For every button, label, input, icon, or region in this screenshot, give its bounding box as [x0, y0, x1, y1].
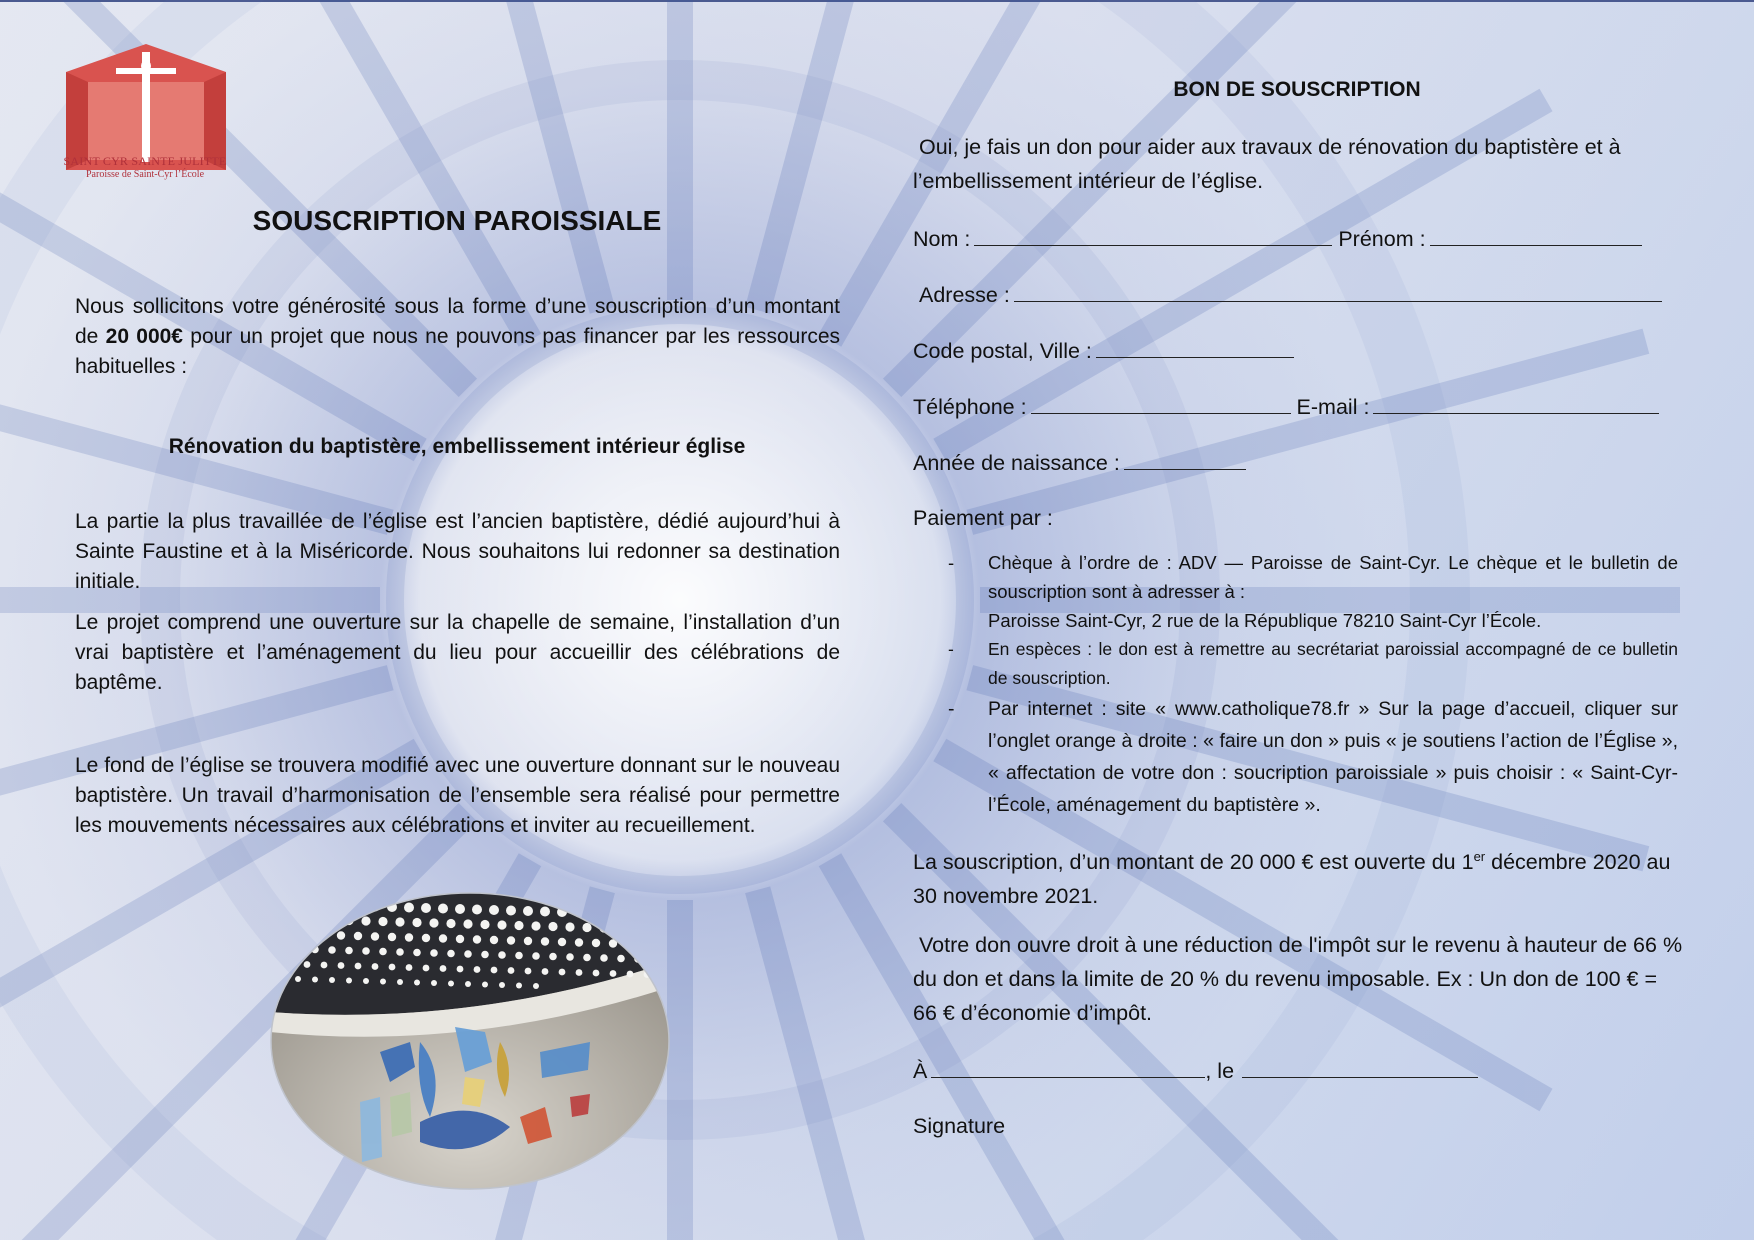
- telephone-field[interactable]: [1031, 391, 1291, 414]
- cp-row: [913, 335, 1294, 366]
- period-text-end: décembre 2020 au 30 novembre 2021.: [913, 850, 1671, 908]
- email-label: E-mail :: [1296, 395, 1370, 419]
- prenom-label: Prénom :: [1338, 227, 1426, 251]
- intro-text: Nous sollicitons votre générosité sous la forme d’une souscription d’un montant de: [75, 295, 840, 348]
- paiement-label: Paiement par :: [913, 506, 1053, 530]
- nom-row: [913, 223, 1642, 254]
- place-date-row: [913, 1055, 1478, 1086]
- paragraph-baptistery: La partie la plus travaillée de l’église est l’ancien baptistère, dédié aujourd’hui à Sainte Faustine et à la Miséricorde. Nous souhaitons lui redonner sa destination initiale.: [75, 510, 840, 593]
- list-item: [948, 548, 1678, 635]
- page-title: SOUSCRIPTION PAROISSIALE: [252, 205, 662, 236]
- especes-text: En espèces : le don est à remettre au secrétariat paroissial accompagné de ce bulletin de souscription.: [988, 639, 1678, 688]
- date-field[interactable]: [1242, 1055, 1478, 1078]
- intro-text-end: pour un projet que nous ne pouvons pas financer par les ressources habituelles :: [75, 325, 840, 378]
- adresse-row: [919, 279, 1662, 310]
- bullet-dash: -: [948, 552, 955, 573]
- payment-methods-list: [948, 548, 1678, 821]
- form-intro: Oui, je fais un don pour aider aux travaux de rénovation du baptistère et à l’embellissement intérieur de l’église.: [913, 135, 1621, 193]
- logo-subtitle: Paroisse de Saint-Cyr l’École: [85, 169, 205, 180]
- place-field[interactable]: [931, 1055, 1205, 1078]
- intro-amount: 20 000€: [105, 325, 183, 348]
- period-text: La souscription, d’un montant de 20 000 € est ouverte du 1: [913, 850, 1474, 874]
- baptistery-photo: [270, 892, 670, 1190]
- paragraph-project: Le projet comprend une ouverture sur la chapelle de semaine, l’installation d’un vrai baptistère et l’aménagement du lieu pour accueillir des célébrations de baptême.: [75, 611, 840, 694]
- cheque-text: Chèque à l’ordre de : ADV — Paroisse de Saint-Cyr. Le chèque et le bulletin de souscription sont à adresser à :: [988, 552, 1678, 602]
- cp-label: Code postal, Ville :: [913, 339, 1092, 363]
- naissance-label: Année de naissance :: [913, 451, 1120, 475]
- tax-paragraph: Votre don ouvre droit à une réduction de l'impôt sur le revenu à hauteur de 66 % du don et dans la limite de 20 % du revenu imposable. Ex : Un don de 100 € = 66 € d’économie d’impôt.: [913, 933, 1683, 1025]
- bullet-dash: -: [948, 639, 954, 659]
- list-item: [948, 693, 1678, 821]
- le-label: , le: [1205, 1059, 1235, 1083]
- prenom-field[interactable]: [1430, 223, 1642, 246]
- signature-label: Signature: [913, 1114, 1006, 1138]
- subscription-period: [913, 845, 1683, 913]
- naissance-row: [913, 447, 1246, 478]
- a-label: À: [913, 1059, 928, 1083]
- email-field[interactable]: [1373, 391, 1659, 414]
- form-title: BON DE SOUSCRIPTION: [1173, 78, 1421, 101]
- paragraph-church-back: Le fond de l’église se trouvera modifié avec une ouverture donnant sur le nouveau baptistère. Un travail d’harmonisation de l’ensemble sera réalisé pour permettre les mouvements nécessaires aux célébrations et inviter au recueillement.: [75, 754, 840, 837]
- bullet-dash: -: [948, 698, 955, 720]
- cp-ville-field[interactable]: [1096, 335, 1294, 358]
- period-superscript: er: [1473, 848, 1486, 864]
- nom-label: Nom :: [913, 227, 971, 251]
- project-title: Rénovation du baptistère, embellissement intérieur église: [168, 435, 746, 458]
- nom-field[interactable]: [974, 223, 1332, 246]
- annee-naissance-field[interactable]: [1124, 447, 1246, 470]
- tel-row: [913, 391, 1659, 422]
- intro-paragraph: [75, 292, 840, 382]
- internet-text: Par internet : site « www.catholique78.fr » Sur la page d’accueil, cliquer sur l’onglet orange à droite : « faire un don » puis « je soutiens l’action de l’Église », « affectation de votre don : soucription paroissiale » puis choisir : « Saint-Cyr-l’École, aménagement du baptistère ».: [988, 698, 1678, 816]
- tel-label: Téléphone :: [913, 395, 1027, 419]
- logo-title: SAINT CYR SAINTE JULITTE: [63, 154, 227, 168]
- cheque-address: Paroisse Saint-Cyr, 2 rue de la République 78210 Saint-Cyr l’École.: [988, 610, 1542, 631]
- adresse-label: Adresse :: [919, 283, 1010, 307]
- adresse-field[interactable]: [1014, 279, 1662, 302]
- list-item: [948, 635, 1678, 693]
